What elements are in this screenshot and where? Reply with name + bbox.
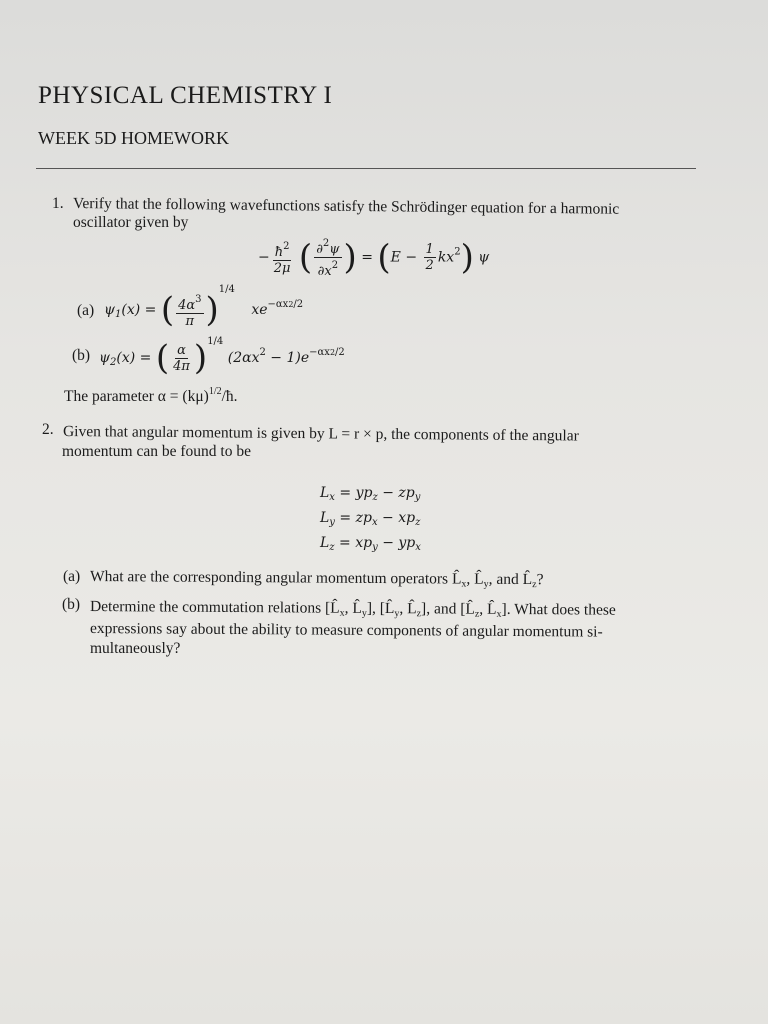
problem-2a-question: What are the corresponding angular momentum operators $L̂_x$, $L̂_y$, and $L̂_z$? [89,568,544,591]
title-divider [36,168,696,169]
problem-2b-label: (b) [62,596,81,613]
problem-2-text-line1: Given that angular momentum is given by L = r × p, the components of the angular [62,423,579,445]
problem-2-text-line2: momentum can be found to be [62,443,251,460]
problem-1-text-line2: oscillator given by [73,214,189,231]
problem-2b-line1: Determine the commutation relations [$L̂_x$, $L̂_y$], [$L̂_y$, $L̂_z$], and [$L̂_z$, $L̂_x$]. What does these [89,598,616,620]
problem-1-number: 1. [52,195,64,212]
problem-2-number: 2. [42,421,54,438]
problem-1a-label: (a) [77,302,95,319]
problem-2b-line2: expressions say about the ability to measure components of angular momentum si- [89,620,603,641]
parameter-definition [64,386,238,406]
problem-2a-label: (a) [63,568,81,585]
component-lx: $L_x = yp_z - zp_y$ [320,485,421,503]
problem-1b-label: (b) [72,347,91,364]
page-subtitle: WEEK 5D HOMEWORK [38,128,229,148]
parameter-tail: /ħ. [221,388,238,405]
component-lz: $L_z = xp_y - yp_x$ [320,535,421,553]
schrodinger-equation: − $\frac{ħ^2}{2\mu}$ ( $\frac{\partial^2\psi}{\partial x^2}$ ) = (E − $\frac{1}{2}$ $kx^2$) ψ [258,237,490,279]
wavefunction-psi2: $\psi_2(x)$ = ( $\frac{\alpha}{4\pi}$ )$^{1/4}$ $(2\alpha x^2 - 1)e^{-\alpha x2/2}$ [99,336,345,378]
component-ly: $L_y = zp_x - xp_z$ [320,510,421,528]
wavefunction-psi1: $\psi_1(x)$ = ( $\frac{4\alpha^3}{\pi}$ )$^{1/4}$ $xe^{-\alpha x2/2}$ [104,284,304,330]
parameter-exponent: 1/2 [208,386,222,397]
parameter-text: The parameter α = (kμ) [64,388,209,405]
angular-momentum-components [320,483,421,558]
problem-2b-line3: multaneously? [90,640,181,657]
problem-2a-text: What are the corresponding angular momentum operators L̂ [89,568,462,588]
page-title: PHYSICAL CHEMISTRY I [38,82,333,109]
problem-1-text-line1: Verify that the following wavefunctions satisfy the Schrödinger equation for a harmonic [72,195,620,218]
problem-2b-text-tail: What does these [514,600,616,619]
problem-2b-text: Determine the commutation relations [89,598,322,617]
